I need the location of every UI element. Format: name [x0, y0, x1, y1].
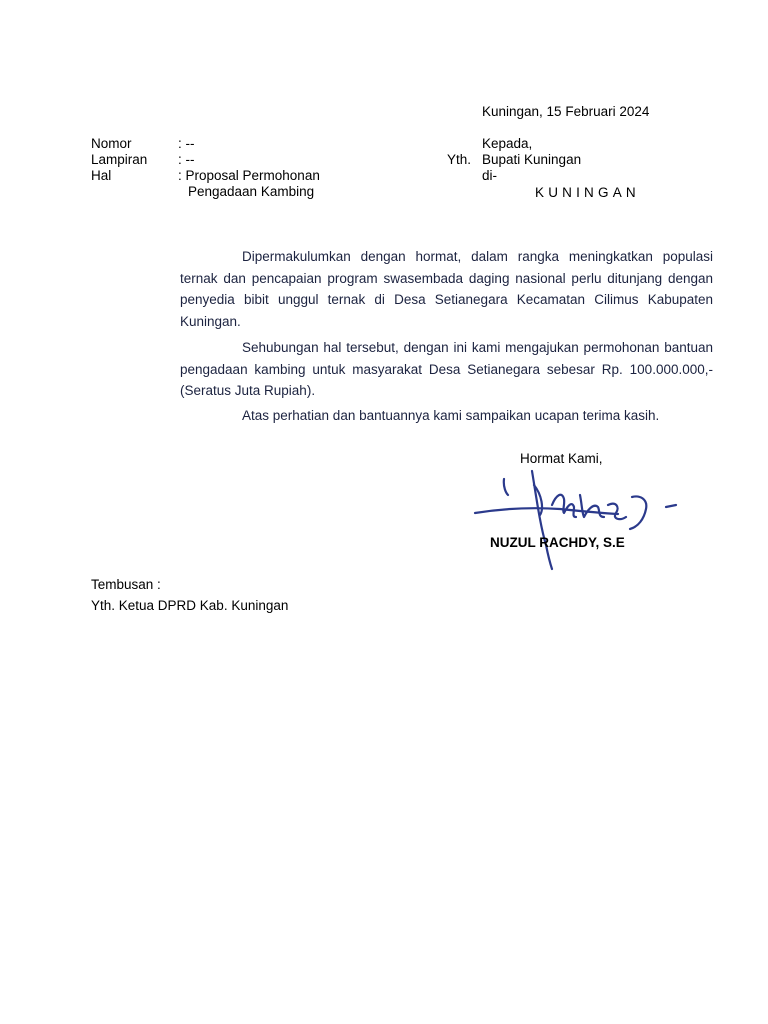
lampiran-value: : -- — [178, 152, 195, 167]
recipient-kepada: Kepada, — [482, 136, 533, 151]
body-paragraph-1-text: Dipermakulumkan dengan hormat, dalam rangka meningkatkan populasi ternak dan pencapaian program swasembada daging nasional perlu ditunjang dengan penyedia bibit unggul ternak di Desa Setianegara Kecamatan Cilimus Kabupaten Kuningan. — [180, 249, 713, 329]
letter-date: Kuningan, 15 Februari 2024 — [482, 104, 650, 119]
recipient-yth: Yth. — [447, 152, 472, 167]
tembusan-label: Tembusan : — [91, 577, 161, 592]
body-paragraph-1 — [180, 246, 713, 332]
closing-salutation: Hormat Kami, — [520, 451, 603, 466]
recipient-name: Bupati Kuningan — [482, 152, 582, 167]
signature-image — [470, 465, 690, 575]
body-paragraph-2 — [180, 337, 713, 402]
body-paragraph-3-text: Atas perhatian dan bantuannya kami sampaikan ucapan terima kasih. — [242, 408, 660, 423]
nomor-label: Nomor — [91, 136, 132, 151]
body-paragraph-3 — [180, 405, 713, 427]
body-paragraph-2-text: Sehubungan hal tersebut, dengan ini kami mengajukan permohonan bantuan pengadaan kambing untuk masyarakat Desa Setianegara sebesar Rp. 100.000.000,- (Seratus Juta Rupiah). — [180, 340, 713, 398]
lampiran-label: Lampiran — [91, 152, 148, 167]
nomor-value: : -- — [178, 136, 195, 151]
recipient-place: KUNINGAN — [535, 185, 640, 200]
hal-value-line2: Pengadaan Kambing — [188, 184, 315, 199]
tembusan-item: Yth. Ketua DPRD Kab. Kuningan — [91, 598, 289, 613]
hal-value-line1: : Proposal Permohonan — [178, 168, 320, 183]
hal-label: Hal — [91, 168, 112, 183]
recipient-di: di- — [482, 168, 498, 183]
signer-name: NUZUL RACHDY, S.E — [490, 535, 625, 550]
